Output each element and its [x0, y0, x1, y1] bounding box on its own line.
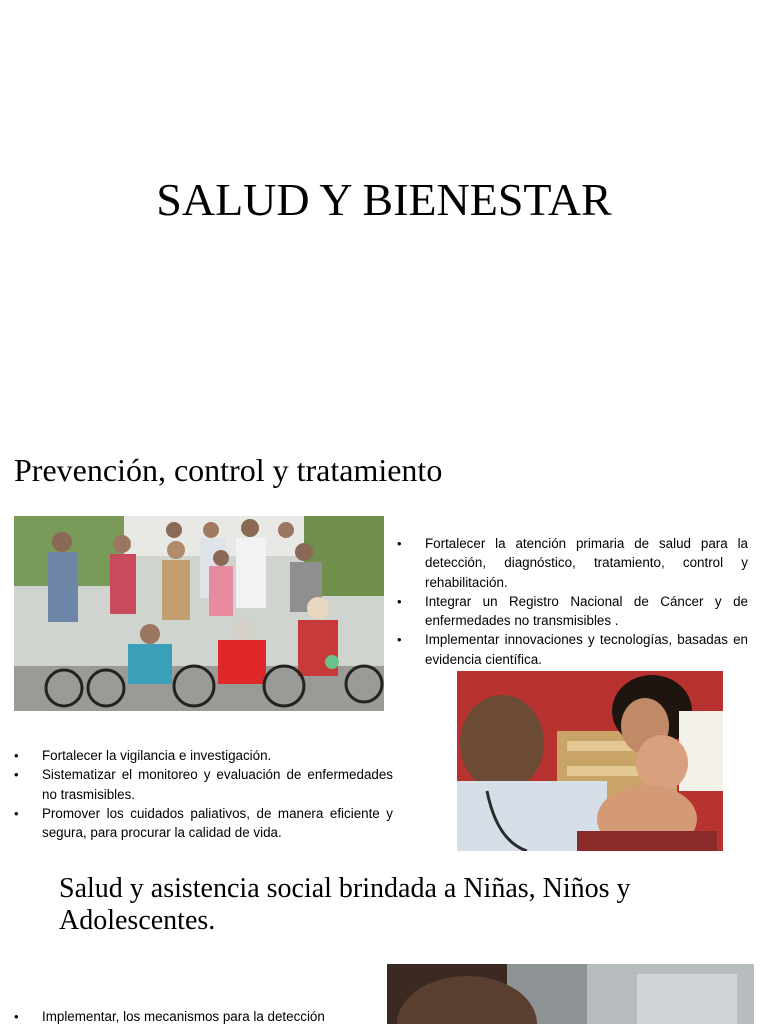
bullet-list-prevention-right — [397, 534, 748, 669]
section-heading-prevention: Prevención, control y tratamiento — [14, 452, 443, 488]
list-item: • Sistematizar el monitoreo y evaluación de enfermedades no trasmisibles. — [14, 765, 393, 804]
list-item: • Fortalecer la atención primaria de salud para la detección, diagnóstico, tratamiento, control y rehabilitación. — [397, 534, 748, 592]
list-item: • Implementar innovaciones y tecnologías, basadas en evidencia científica. — [397, 630, 748, 669]
bullet-list-social-assistance — [14, 1007, 375, 1026]
list-item: • Fortalecer la vigilancia e investigación. — [14, 746, 393, 765]
list-item: • Integrar un Registro Nacional de Cáncer y de enfermedades no transmisibles . — [397, 592, 748, 631]
document-title: SALUD Y BIENESTAR — [156, 174, 612, 225]
list-item: • Implementar, los mecanismos para la detección — [14, 1007, 375, 1026]
bullet-list-prevention-left — [14, 746, 393, 842]
group-photo-wheelchairs — [14, 516, 384, 711]
doctor-child-photo — [457, 671, 723, 851]
list-item: • Promover los cuidados paliativos, de manera eficiente y segura, para procurar la calidad de vida. — [14, 804, 393, 843]
section-heading-social-assistance: Salud y asistencia social brindada a Niñas, Niños y Adolescentes. — [59, 873, 631, 936]
child-photo-partial — [387, 964, 754, 1024]
